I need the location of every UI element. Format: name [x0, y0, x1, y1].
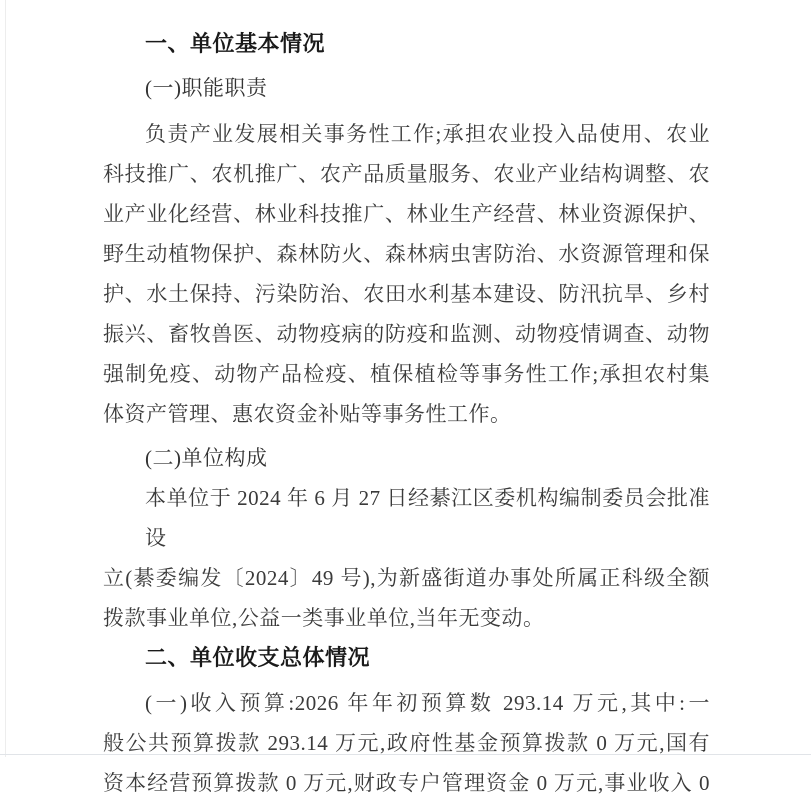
text-line: 强制免疫、动物产品检疫、植保植检等事务性工作;承担农村集: [103, 362, 710, 386]
text-line: 立(綦委编发〔2024〕49 号),为新盛街道办事处所属正科级全额: [103, 566, 710, 590]
subsection-heading-duties: (一)职能职责: [145, 76, 268, 100]
text-line: 负责产业发展相关事务性工作;承担农业投入品使用、农业: [145, 122, 710, 146]
text-line: 科技推广、农机推广、农产品质量服务、农业产业结构调整、农: [103, 162, 710, 186]
paragraph-composition: [103, 478, 710, 638]
paragraph-income-budget: [103, 683, 710, 803]
paragraph-duties: [103, 114, 710, 434]
text-line: 护、水土保持、污染防治、农田水利基本建设、防汛抗旱、乡村: [103, 282, 710, 306]
text-line: 本单位于 2024 年 6 月 27 日经綦江区委机构编制委员会批准设: [145, 486, 710, 550]
document-page: [103, 24, 710, 803]
text-line: 般公共预算拨款 293.14 万元,政府性基金预算拨款 0 万元,国有: [103, 731, 710, 755]
text-line: 野生动植物保护、森林防火、森林病虫害防治、水资源管理和保: [103, 242, 710, 266]
text-line: (一)收入预算:2026 年年初预算数 293.14 万元,其中:一: [145, 691, 710, 715]
section-heading-budget-overview: 二、单位收支总体情况: [145, 645, 371, 670]
text-line: 资本经营预算拨款 0 万元,财政专户管理资金 0 万元,事业收入 0: [103, 771, 710, 795]
page-left-edge: [5, 0, 6, 757]
text-line: 振兴、畜牧兽医、动物疫病的防疫和监测、动物疫情调查、动物: [103, 322, 710, 346]
text-line: 拨款事业单位,公益一类事业单位,当年无变动。: [103, 606, 545, 630]
section-heading-basic-info: 一、单位基本情况: [145, 31, 326, 56]
text-line: 体资产管理、惠农资金补贴等事务性工作。: [103, 402, 512, 426]
text-line: 业产业化经营、林业科技推广、林业生产经营、林业资源保护、: [103, 202, 710, 226]
subsection-heading-composition: (二)单位构成: [145, 446, 268, 470]
